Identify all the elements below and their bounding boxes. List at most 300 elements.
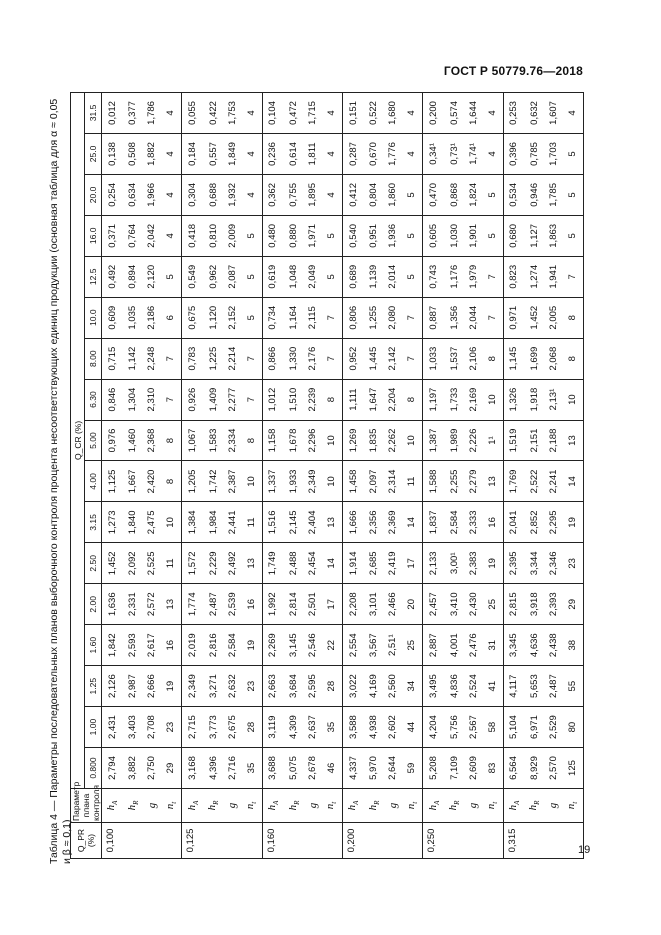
value-cell: 1,699	[524, 338, 545, 379]
value-cell: 34	[402, 666, 423, 707]
value-cell: 1,666	[342, 502, 363, 543]
value-cell: 0,371	[102, 215, 123, 256]
value-cell: 0,670	[364, 134, 385, 175]
value-cell: 2,419	[384, 543, 401, 584]
value-cell: 1,387	[423, 420, 444, 461]
sequential-plans-table	[70, 92, 584, 859]
value-cell: 1,356	[444, 297, 465, 338]
value-cell: 5,075	[283, 748, 304, 789]
value-cell: 0,632	[524, 92, 545, 133]
value-cell: 2,675	[224, 707, 241, 748]
value-cell: 2,226	[464, 420, 481, 461]
value-cell: 0,715	[102, 338, 123, 379]
value-cell: 0,688	[203, 174, 224, 215]
value-cell: 5,653	[524, 666, 545, 707]
table-row	[224, 92, 241, 858]
value-cell: 5	[402, 174, 423, 215]
value-cell: 1,979	[464, 256, 481, 297]
value-cell: 5	[402, 256, 423, 297]
qcr-value-header: 2.00	[85, 584, 102, 625]
value-cell: 55	[562, 666, 583, 707]
value-cell: 7	[161, 379, 182, 420]
value-cell: 29	[161, 748, 182, 789]
value-cell: 3,022	[342, 666, 363, 707]
value-cell: 2,044	[464, 297, 481, 338]
value-cell: 1,205	[182, 461, 203, 502]
param-name-cell: g	[224, 789, 241, 823]
value-cell: 2,279	[464, 461, 481, 502]
value-cell: 2,457	[423, 584, 444, 625]
value-cell: 1,127	[524, 215, 545, 256]
value-cell: 4,309	[283, 707, 304, 748]
param-name-cell: $h_R$	[444, 789, 465, 823]
value-cell: 0,472	[283, 92, 304, 133]
value-cell: 1,882	[143, 134, 160, 175]
value-cell: 0,236	[262, 134, 283, 175]
value-cell: 1,035	[123, 297, 144, 338]
value-cell: 2,248	[143, 338, 160, 379]
table-row	[203, 92, 224, 858]
value-cell: 4,636	[524, 625, 545, 666]
value-cell: 4,001	[444, 625, 465, 666]
value-cell: 3,410	[444, 584, 465, 625]
value-cell: 0,755	[283, 174, 304, 215]
value-cell: 3,168	[182, 748, 203, 789]
value-cell: 1,835	[364, 420, 385, 461]
value-cell: 2,152	[224, 297, 241, 338]
value-cell: 2,080	[384, 297, 401, 338]
value-cell: 19	[241, 625, 262, 666]
table-row	[241, 92, 262, 858]
value-cell: 2,214	[224, 338, 241, 379]
value-cell: 2,368	[143, 420, 160, 461]
value-cell: 8	[562, 338, 583, 379]
value-cell: 7,109	[444, 748, 465, 789]
param-name-cell: $h_A$	[182, 789, 203, 823]
table-row	[545, 92, 562, 858]
value-cell: 1,733	[444, 379, 465, 420]
value-cell: 2,169	[464, 379, 481, 420]
value-cell: 0,810	[203, 215, 224, 256]
value-cell: 1,255	[364, 297, 385, 338]
value-cell: 0,734	[262, 297, 283, 338]
param-name-cell: $n_t$	[402, 789, 423, 823]
value-cell: 1,774	[182, 584, 203, 625]
value-cell: 44	[402, 707, 423, 748]
qpr-cell: 0,100	[102, 823, 182, 859]
value-cell: 1,849	[224, 134, 241, 175]
value-cell: 2,570	[545, 748, 562, 789]
value-cell: 1,330	[283, 338, 304, 379]
value-cell: 2,068	[545, 338, 562, 379]
value-cell: 5	[321, 256, 342, 297]
table-row	[402, 92, 423, 858]
value-cell: 0,764	[123, 215, 144, 256]
value-cell: 13	[482, 461, 503, 502]
param-name-cell: g	[384, 789, 401, 823]
qcr-value-header: 3.15	[85, 502, 102, 543]
qcr-value-header: 25.0	[85, 134, 102, 175]
value-cell: 2,632	[224, 666, 241, 707]
value-cell: 5	[562, 215, 583, 256]
value-cell: 0,508	[123, 134, 144, 175]
value-cell: 1,460	[123, 420, 144, 461]
value-cell: 1,647	[364, 379, 385, 420]
value-cell: 2,887	[423, 625, 444, 666]
value-cell: 0,894	[123, 256, 144, 297]
value-cell: 2,492	[224, 543, 241, 584]
value-cell: 2,13¹	[545, 379, 562, 420]
value-cell: 2,277	[224, 379, 241, 420]
value-cell: 2,539	[224, 584, 241, 625]
value-cell: 0,522	[364, 92, 385, 133]
value-cell: 0,675	[182, 297, 203, 338]
value-cell: 0,743	[423, 256, 444, 297]
value-cell: 2,815	[503, 584, 524, 625]
value-cell: 1,901	[464, 215, 481, 256]
value-cell: 0,868	[444, 174, 465, 215]
value-cell: 4	[241, 134, 262, 175]
qcr-value-header: 1.60	[85, 625, 102, 666]
value-cell: 1,269	[342, 420, 363, 461]
value-cell: 7	[321, 297, 342, 338]
value-cell: 4	[321, 92, 342, 133]
value-cell: 2,019	[182, 625, 203, 666]
value-cell: 1,111	[342, 379, 363, 420]
value-cell: 1,837	[423, 502, 444, 543]
param-name-cell: $n_t$	[562, 789, 583, 823]
param-name-cell: $h_R$	[123, 789, 144, 823]
value-cell: 2,115	[304, 297, 321, 338]
value-cell: 1,452	[102, 543, 123, 584]
value-cell: 1,811	[304, 134, 321, 175]
value-cell: 4	[241, 174, 262, 215]
value-cell: 2,602	[384, 707, 401, 748]
value-cell: 3,345	[503, 625, 524, 666]
table-container	[70, 93, 584, 859]
value-cell: 1,012	[262, 379, 283, 420]
value-cell: 0,926	[182, 379, 203, 420]
value-cell: 1,273	[102, 502, 123, 543]
value-cell: 2,120	[143, 256, 160, 297]
header-qpr: Q_PR (%)	[71, 823, 102, 859]
value-cell: 2,487	[545, 666, 562, 707]
value-cell: 1,984	[203, 502, 224, 543]
value-cell: 2,310	[143, 379, 160, 420]
value-cell: 2,176	[304, 338, 321, 379]
value-cell: 1,607	[545, 92, 562, 133]
value-cell: 17	[402, 543, 423, 584]
value-cell: 1,409	[203, 379, 224, 420]
value-cell: 2,142	[384, 338, 401, 379]
value-cell: 1,824	[464, 174, 481, 215]
value-cell: 1,048	[283, 256, 304, 297]
value-cell: 2,333	[464, 502, 481, 543]
value-cell: 3,882	[123, 748, 144, 789]
value-cell: 2,255	[444, 461, 465, 502]
value-cell: 0,887	[423, 297, 444, 338]
value-cell: 0,609	[102, 297, 123, 338]
value-cell: 3,495	[423, 666, 444, 707]
value-cell: 5	[241, 215, 262, 256]
value-cell: 2,663	[262, 666, 283, 707]
value-cell: 0,287	[342, 134, 363, 175]
value-cell: 2,567	[464, 707, 481, 748]
table-row	[283, 92, 304, 858]
value-cell: 5	[241, 256, 262, 297]
qcr-value-header: 16.0	[85, 215, 102, 256]
value-cell: 6,971	[524, 707, 545, 748]
table-row	[384, 92, 401, 858]
value-cell: 1,749	[262, 543, 283, 584]
value-cell: 0,377	[123, 92, 144, 133]
value-cell: 5	[482, 174, 503, 215]
value-cell: 2,395	[503, 543, 524, 584]
value-cell: 1,769	[503, 461, 524, 502]
param-name-cell: $n_t$	[482, 789, 503, 823]
value-cell: 1,125	[102, 461, 123, 502]
value-cell: 35	[321, 707, 342, 748]
value-cell: 0,253	[503, 92, 524, 133]
value-cell: 16	[482, 502, 503, 543]
value-cell: 2,404	[304, 502, 321, 543]
value-cell: 2,188	[545, 420, 562, 461]
value-cell: 2,097	[364, 461, 385, 502]
value-cell: 0,619	[262, 256, 283, 297]
table-row	[143, 92, 160, 858]
value-cell: 0,605	[423, 215, 444, 256]
value-cell: 16	[241, 584, 262, 625]
value-cell: 7	[161, 338, 182, 379]
value-cell: 0,962	[203, 256, 224, 297]
qpr-cell: 0,200	[342, 823, 422, 859]
value-cell: 2,51¹	[384, 625, 401, 666]
value-cell: 4,938	[364, 707, 385, 748]
table-row	[102, 92, 123, 858]
table-row	[342, 92, 363, 858]
value-cell: 0,200	[423, 92, 444, 133]
value-cell: 1,678	[283, 420, 304, 461]
value-cell: 0,422	[203, 92, 224, 133]
value-cell: 4	[482, 134, 503, 175]
value-cell: 10	[241, 461, 262, 502]
value-cell: 3,403	[123, 707, 144, 748]
value-cell: 0,151	[342, 92, 363, 133]
value-cell: 1,971	[304, 215, 321, 256]
value-cell: 0,971	[503, 297, 524, 338]
value-cell: 2,126	[102, 666, 123, 707]
value-cell: 14	[402, 502, 423, 543]
value-cell: 2,009	[224, 215, 241, 256]
value-cell: 1,74¹	[464, 134, 481, 175]
value-cell: 11	[161, 543, 182, 584]
value-cell: 4,204	[423, 707, 444, 748]
value-cell: 58	[482, 707, 503, 748]
value-cell: 1,863	[545, 215, 562, 256]
value-cell: 2,685	[364, 543, 385, 584]
param-name-cell: $h_R$	[524, 789, 545, 823]
value-cell: 4	[321, 134, 342, 175]
value-cell: 7	[562, 256, 583, 297]
value-cell: 1¹	[482, 420, 503, 461]
value-cell: 2,476	[464, 625, 481, 666]
value-cell: 1,176	[444, 256, 465, 297]
value-cell: 2,346	[545, 543, 562, 584]
table-row	[444, 92, 465, 858]
value-cell: 5	[562, 134, 583, 175]
value-cell: 1,516	[262, 502, 283, 543]
value-cell: 2,466	[384, 584, 401, 625]
value-cell: 0,418	[182, 215, 203, 256]
value-cell: 7	[402, 297, 423, 338]
value-cell: 14	[321, 543, 342, 584]
table-row	[304, 92, 321, 858]
param-name-cell: $h_R$	[283, 789, 304, 823]
value-cell: 2,715	[182, 707, 203, 748]
value-cell: 19	[161, 666, 182, 707]
value-cell: 1,860	[384, 174, 401, 215]
value-cell: 1,753	[224, 92, 241, 133]
value-cell: 3,119	[262, 707, 283, 748]
value-cell: 1,519	[503, 420, 524, 461]
value-cell: 2,852	[524, 502, 545, 543]
value-cell: 10	[321, 461, 342, 502]
value-cell: 1,583	[203, 420, 224, 461]
value-cell: 8	[562, 297, 583, 338]
param-name-cell: g	[464, 789, 481, 823]
qcr-value-header: 10.0	[85, 297, 102, 338]
value-cell: 5,104	[503, 707, 524, 748]
value-cell: 1,989	[444, 420, 465, 461]
value-cell: 7	[482, 297, 503, 338]
value-cell: 1,067	[182, 420, 203, 461]
value-cell: 0,549	[182, 256, 203, 297]
value-cell: 0,73¹	[444, 134, 465, 175]
value-cell: 2,356	[364, 502, 385, 543]
value-cell: 1,164	[283, 297, 304, 338]
value-cell: 0,806	[342, 297, 363, 338]
value-cell: 0,804	[364, 174, 385, 215]
value-cell: 1,225	[203, 338, 224, 379]
value-cell: 5	[161, 256, 182, 297]
value-cell: 5	[482, 215, 503, 256]
table-row	[423, 92, 444, 858]
value-cell: 28	[321, 666, 342, 707]
value-cell: 5	[562, 174, 583, 215]
param-name-cell: g	[304, 789, 321, 823]
value-cell: 0,680	[503, 215, 524, 256]
value-cell: 3,588	[342, 707, 363, 748]
table-row	[524, 92, 545, 858]
value-cell: 1,197	[423, 379, 444, 420]
value-cell: 0,976	[102, 420, 123, 461]
value-cell: 1,786	[143, 92, 160, 133]
value-cell: 1,326	[503, 379, 524, 420]
value-cell: 35	[241, 748, 262, 789]
value-cell: 3,684	[283, 666, 304, 707]
value-cell: 1,742	[203, 461, 224, 502]
header-param: Параметр плана контроля	[71, 781, 101, 821]
value-cell: 2,522	[524, 461, 545, 502]
param-name-cell: $n_t$	[161, 789, 182, 823]
qcr-value-header: 0.800	[85, 748, 102, 789]
value-cell: 2,716	[224, 748, 241, 789]
value-cell: 1,636	[102, 584, 123, 625]
qcr-value-header: 4.00	[85, 461, 102, 502]
value-cell: 4	[402, 92, 423, 133]
qpr-cell: 0,250	[423, 823, 503, 859]
value-cell: 1,918	[524, 379, 545, 420]
value-cell: 2,572	[143, 584, 160, 625]
table-row	[262, 92, 283, 858]
value-cell: 2,204	[384, 379, 401, 420]
value-cell: 0,880	[283, 215, 304, 256]
value-cell: 0,480	[262, 215, 283, 256]
param-name-cell: $h_A$	[423, 789, 444, 823]
value-cell: 2,546	[304, 625, 321, 666]
table-row	[464, 92, 481, 858]
param-name-cell: $n_t$	[321, 789, 342, 823]
qcr-value-header: 6.30	[85, 379, 102, 420]
value-cell: 2,383	[464, 543, 481, 584]
value-cell: 25	[482, 584, 503, 625]
value-cell: 2,501	[304, 584, 321, 625]
value-cell: 2,441	[224, 502, 241, 543]
value-cell: 8	[402, 379, 423, 420]
value-cell: 1,776	[384, 134, 401, 175]
value-cell: 0,866	[262, 338, 283, 379]
value-cell: 10	[562, 379, 583, 420]
value-cell: 7	[241, 379, 262, 420]
param-name-cell: g	[545, 789, 562, 823]
value-cell: 20	[402, 584, 423, 625]
value-cell: 4	[321, 174, 342, 215]
value-cell: 2,239	[304, 379, 321, 420]
value-cell: 0,304	[182, 174, 203, 215]
value-cell: 2,042	[143, 215, 160, 256]
value-cell: 2,593	[123, 625, 144, 666]
value-cell: 4	[402, 134, 423, 175]
value-cell: 1,452	[524, 297, 545, 338]
value-cell: 2,488	[283, 543, 304, 584]
value-cell: 0,689	[342, 256, 363, 297]
value-cell: 3,688	[262, 748, 283, 789]
value-cell: 13	[562, 420, 583, 461]
value-cell: 59	[402, 748, 423, 789]
qpr-cell: 0,160	[262, 823, 342, 859]
value-cell: 2,295	[545, 502, 562, 543]
value-cell: 2,637	[304, 707, 321, 748]
table-caption	[48, 94, 73, 864]
value-cell: 7	[482, 256, 503, 297]
value-cell: 1,337	[262, 461, 283, 502]
qcr-value-header: 1.00	[85, 707, 102, 748]
value-cell: 1,715	[304, 92, 321, 133]
qcr-value-header: 12.5	[85, 256, 102, 297]
value-cell: 2,331	[123, 584, 144, 625]
value-cell: 1,703	[545, 134, 562, 175]
value-cell: 2,438	[545, 625, 562, 666]
value-cell: 0,362	[262, 174, 283, 215]
value-cell: 2,145	[283, 502, 304, 543]
value-cell: 2,262	[384, 420, 401, 461]
param-name-cell: $h_R$	[364, 789, 385, 823]
value-cell: 2,241	[545, 461, 562, 502]
value-cell: 0,104	[262, 92, 283, 133]
qpr-cell: 0,125	[182, 823, 262, 859]
value-cell: 1,120	[203, 297, 224, 338]
value-cell: 1,572	[182, 543, 203, 584]
